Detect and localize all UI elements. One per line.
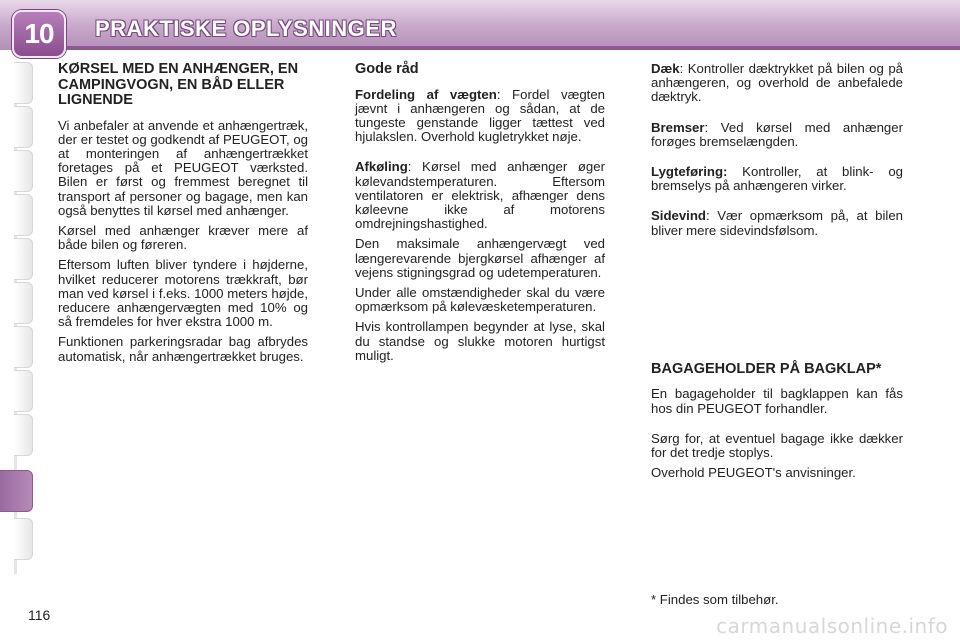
term-text: Kontroller, at blink- og bremselys på anhængeren virker.	[651, 164, 903, 194]
side-tab[interactable]	[14, 150, 33, 192]
side-tab[interactable]	[14, 106, 33, 148]
term-label: Dæk	[651, 61, 680, 76]
paragraph: Hvis kontrollampen begynder at lyse, skal du standse og slukke motoren hurtigst muligt.	[355, 319, 605, 363]
column-good-advice	[355, 62, 605, 369]
column-tips-and-roof-rack	[651, 62, 903, 486]
paragraph: Overhold PEUGEOT's anvisninger.	[651, 465, 856, 481]
chapter-number-badge: 10	[12, 10, 66, 58]
paragraph: Funktionen parkeringsradar bag afbrydes automatisk, når anhængertrækket bruges.	[58, 334, 308, 364]
term-text: : Ved kørsel med anhænger forøges bremselængden.	[651, 119, 903, 149]
tip-brakes	[651, 121, 903, 149]
section-heading-trailer: KØRSEL MED EN ANHÆNGER, EN CAMPINGVOGN, EN BÅD ELLER LIGNENDE	[58, 61, 299, 108]
side-tab[interactable]	[14, 282, 33, 324]
paragraph: Den maksimale anhængervægt ved længerevarende bjergkørsel afhænger af vejens stigningsgrad og udetemperaturen.	[355, 236, 605, 280]
side-tab[interactable]	[14, 370, 33, 412]
paragraph: Kørsel med anhænger kræver mere af både bilen og føreren.	[58, 222, 308, 253]
term-text: : Kontroller dæktrykket på bilen og på anhængeren, og overhold de anbefalede dæktryk.	[651, 61, 903, 105]
side-tab[interactable]	[14, 62, 33, 104]
paragraph: Under alle omstændigheder skal du være opmærksom på kølevæsketemperaturen.	[355, 284, 605, 315]
paragraph-weight-distribution	[355, 88, 605, 145]
term-label: Lygteføring:	[651, 164, 728, 180]
column-trailer-driving	[58, 62, 308, 370]
paragraph: En bagageholder til bagklappen kan fås hos din PEUGEOT forhandler.	[651, 386, 903, 416]
term-label: Fordeling af vægten	[355, 86, 497, 102]
page-number: 116	[28, 607, 51, 623]
term-label: Afkøling	[355, 159, 408, 175]
paragraph-cooling	[355, 160, 605, 231]
term-text: : Vær opmærksom på, at bilen bliver mere sidevindsfølsom.	[651, 208, 903, 238]
term-label: Sidevind	[651, 208, 706, 224]
paragraph: Vi anbefaler at anvende et anhængertræk, der er testet og godkendt af PEUGEOT, og at monteringen af anhængertrækket foretages på et PEUGEOT værksted. Bilen er først og fremmest beregnet til transport af personer og bagage, men kan også benyttes til kørsel med anhænger.	[58, 117, 308, 218]
side-tab[interactable]	[14, 326, 33, 368]
section-heading-advice: Gode råd	[355, 61, 419, 77]
tip-tyres	[651, 62, 903, 105]
section-heading-roof-rack: BAGAGEHOLDER PÅ BAGKLAP*	[651, 360, 882, 377]
side-tab[interactable]	[14, 238, 33, 280]
paragraph: Sørg for, at eventuel bagage ikke dækker for det tredje stoplys.	[651, 430, 903, 460]
side-tab-active[interactable]	[0, 470, 33, 512]
tip-lighting	[651, 165, 903, 193]
header-divider	[60, 46, 960, 50]
footnote: * Findes som tilbehør.	[651, 592, 779, 607]
chapter-title: PRAKTISKE OPLYSNINGER	[95, 16, 397, 41]
side-tab[interactable]	[14, 518, 33, 560]
term-text: : Kørsel med anhænger øger kølevandstemperaturen. Eftersom ventilatoren er elektrisk, afhænger dens køleevne ikke af motorens omdrejningshastighed.	[355, 159, 605, 232]
side-tab[interactable]	[14, 414, 33, 456]
side-tabs	[0, 62, 34, 574]
spacer	[651, 244, 903, 362]
side-tab[interactable]	[14, 194, 33, 236]
tip-crosswind	[651, 209, 903, 237]
term-label: Bremser	[651, 119, 705, 135]
paragraph: Eftersom luften bliver tyndere i højderne, hvilket reducerer motorens trækkraft, bør man ved kørsel i f.eks. 1000 meters højde, reducere anhængervægten med 10% og så fremdeles for hver ekstra 1000 m.	[58, 257, 308, 330]
watermark: carmanualsonline.info	[716, 614, 948, 638]
term-text: : Fordel vægten jævnt i anhængeren og sådan, at de tungeste genstande ligger tættest ved hjulakslen. Overhold kugletrykket nøje.	[355, 86, 605, 145]
